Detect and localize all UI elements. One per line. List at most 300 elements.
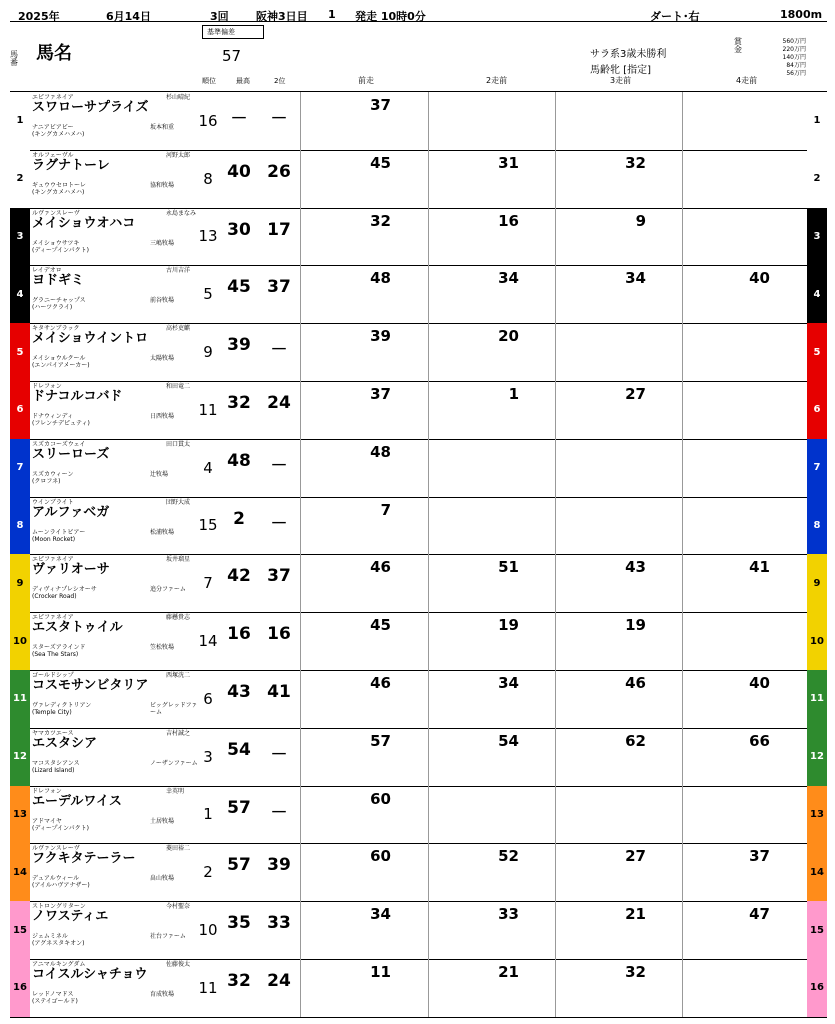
past-race-score: 60 xyxy=(370,847,391,866)
past-race-score: 27 xyxy=(625,847,646,866)
horse-info xyxy=(32,265,200,323)
header-second: 2位 xyxy=(274,77,286,85)
dam-name: ギュウウセロトーレ xyxy=(32,181,86,189)
umaban-left: 13 xyxy=(10,786,30,844)
past-race-2 xyxy=(428,497,557,555)
dam-sire-name: (アイルハヴアナザー) xyxy=(32,882,90,890)
past-race-3 xyxy=(555,208,684,266)
second-score: 17 xyxy=(267,219,291,240)
past-race-score: 40 xyxy=(749,674,770,692)
standard-box xyxy=(202,25,264,39)
past-race-score: 34 xyxy=(625,269,646,288)
sire-name: ゴールドシップ xyxy=(32,672,74,679)
dam-name: メイショウルクール xyxy=(32,355,86,363)
horse-name: スリーローズ xyxy=(32,446,110,462)
best-score: 32 xyxy=(227,393,251,413)
past-race-score: 37 xyxy=(370,385,391,403)
prize-list xyxy=(749,38,806,78)
best-score: 43 xyxy=(227,682,251,702)
second-score: － xyxy=(270,513,288,534)
umaban-right: 6 xyxy=(807,381,827,439)
past-race-score: 9 xyxy=(635,211,646,230)
rank-value: 10 xyxy=(198,921,218,940)
past-race-4 xyxy=(682,265,808,323)
rank-value: 15 xyxy=(198,516,218,535)
past-race-score: 21 xyxy=(498,963,519,981)
past-race-1 xyxy=(300,670,429,728)
past-race-score: 32 xyxy=(370,211,391,230)
jockey-name: 永島まなみ xyxy=(166,209,197,217)
horse-row xyxy=(10,901,827,960)
umaban-right: 13 xyxy=(807,786,827,844)
second-score: 33 xyxy=(267,913,291,934)
horse-info xyxy=(32,497,200,555)
horse-row xyxy=(10,265,827,324)
prize-label: 賞金 xyxy=(734,37,742,54)
umaban-right: 8 xyxy=(807,497,827,555)
horse-row xyxy=(10,497,827,556)
past-race-3 xyxy=(555,786,684,844)
horse-name: コスモサンビタリア xyxy=(32,678,149,693)
past-race-1 xyxy=(300,497,429,555)
past-race-4 xyxy=(682,554,808,612)
past-race-score: 48 xyxy=(370,269,391,288)
dam-name: ディヴィナプレシオーサ xyxy=(32,586,97,594)
past-race-score: 46 xyxy=(625,674,646,692)
header-past-4: 4走前 xyxy=(736,76,758,85)
past-race-score: 54 xyxy=(498,731,519,750)
horse-row xyxy=(10,670,827,729)
horse-info xyxy=(32,612,200,670)
past-race-score: 51 xyxy=(498,558,519,577)
past-race-2 xyxy=(428,959,557,1017)
horse-info xyxy=(32,208,200,266)
breeder-name: 坂本和重 xyxy=(150,124,175,131)
rank-value: 16 xyxy=(198,111,218,130)
prize-2: 220万円 xyxy=(782,46,806,53)
horse-info xyxy=(32,901,200,959)
prize-3: 140万円 xyxy=(782,54,806,61)
dam-name: レッドノマドス xyxy=(32,991,74,998)
past-race-4 xyxy=(682,150,808,208)
breeder-name: ビッグレッドファーム xyxy=(150,702,198,716)
race-kai: 3回 xyxy=(210,10,229,23)
umaban-left: 16 xyxy=(10,959,30,1017)
past-race-score: 37 xyxy=(370,96,391,114)
dam-sire-name: (エンパイアメーカー) xyxy=(32,362,90,370)
race-distance: 1800m xyxy=(780,8,823,21)
umaban-left: 6 xyxy=(10,381,30,439)
second-score: － xyxy=(270,744,288,765)
horse-info xyxy=(32,150,200,208)
sire-name: ドレフォン xyxy=(32,383,62,390)
prize-1: 560万円 xyxy=(782,38,806,45)
past-race-3 xyxy=(555,265,684,323)
jockey-name: 藤懸貴志 xyxy=(166,614,191,622)
umaban-left: 10 xyxy=(10,612,30,670)
umaban-left: 11 xyxy=(10,670,30,728)
rank-value: 4 xyxy=(203,458,213,477)
past-race-2 xyxy=(428,150,557,208)
past-race-4 xyxy=(682,670,808,728)
sire-name: エピファネイア xyxy=(32,556,74,564)
header-best: 最高 xyxy=(236,77,250,85)
rank-value: 6 xyxy=(203,689,213,708)
jockey-name: 吉村誠之 xyxy=(166,729,191,737)
past-race-score: 32 xyxy=(625,153,646,172)
rank-value: 13 xyxy=(198,227,218,246)
umaban-left: 9 xyxy=(10,554,30,612)
sire-name: エピファネイア xyxy=(32,94,74,101)
dam-sire-name: (ディープインパクト) xyxy=(32,824,89,832)
best-score: 45 xyxy=(227,277,251,298)
past-race-3 xyxy=(555,554,684,612)
past-race-1 xyxy=(300,381,429,439)
horse-name: ラグナトーレ xyxy=(32,157,110,173)
past-race-1 xyxy=(300,439,429,497)
horse-row xyxy=(10,786,827,845)
dam-name: グラニーチャップス xyxy=(32,297,86,305)
umaban-right: 12 xyxy=(807,728,827,786)
past-race-score: 45 xyxy=(370,616,391,635)
second-score: － xyxy=(270,340,288,361)
umaban-right: 15 xyxy=(807,901,827,959)
horse-row xyxy=(10,381,827,440)
horse-name: ドナコルコバド xyxy=(32,389,123,404)
past-race-score: 7 xyxy=(380,500,391,519)
dam-name: ヴァレディクトリアン xyxy=(32,702,92,709)
second-score: － xyxy=(270,802,288,823)
dam-sire-name: (アグネスタキオン) xyxy=(32,940,85,948)
dam-sire-name: (フレンチデピュティ) xyxy=(32,420,90,427)
horse-name: アルファベガ xyxy=(32,504,110,520)
sire-name: ルヴァンスレーヴ xyxy=(32,845,80,853)
horse-row xyxy=(10,150,827,209)
race-date: 6月14日 xyxy=(106,10,151,23)
umaban-left: 12 xyxy=(10,728,30,786)
horse-row xyxy=(10,439,827,498)
breeder-name: 畠山牧場 xyxy=(150,875,175,883)
breeder-name: 笠松牧場 xyxy=(150,644,175,652)
umaban-right: 14 xyxy=(807,843,827,901)
past-race-score: 32 xyxy=(625,963,646,981)
second-score: 39 xyxy=(267,855,291,876)
sire-name: レイデオロ xyxy=(32,267,62,275)
second-score: 37 xyxy=(267,277,291,298)
past-race-3 xyxy=(555,439,684,497)
jockey-name: 田口貫太 xyxy=(166,440,191,448)
header-past-3: 3走前 xyxy=(610,76,632,85)
header-umaban: 馬番 xyxy=(10,50,18,67)
past-race-score: 11 xyxy=(370,963,391,981)
past-race-2 xyxy=(428,265,557,323)
breeder-name: 土居牧場 xyxy=(150,817,175,825)
horse-info xyxy=(32,728,200,786)
sire-name: オルフェーヴル xyxy=(32,151,74,159)
second-score: 41 xyxy=(267,682,291,702)
horse-row xyxy=(10,323,827,382)
umaban-right: 16 xyxy=(807,959,827,1017)
dam-sire-name: (Lizard Island) xyxy=(32,766,75,774)
rank-value: 7 xyxy=(203,574,213,593)
horse-row xyxy=(10,843,827,902)
second-score: 24 xyxy=(267,971,291,991)
past-race-4 xyxy=(682,323,808,381)
best-score: 39 xyxy=(227,335,251,356)
race-condition-class: サラ系3歳未勝利 xyxy=(590,49,667,60)
horse-name: ヨドギミ xyxy=(32,273,85,289)
horse-name: エーデルワイス xyxy=(32,793,122,809)
past-race-2 xyxy=(428,901,557,959)
table-header xyxy=(10,23,827,92)
race-condition-weight: 馬齢牝 [指定] xyxy=(590,65,651,76)
dam-name: マコスタシアンス xyxy=(32,759,80,767)
dam-sire-name: (ディープインパクト) xyxy=(32,246,89,254)
dam-name: スズカウィーン xyxy=(32,470,74,478)
past-race-1 xyxy=(300,554,429,612)
past-race-score: 21 xyxy=(625,905,646,924)
past-race-3 xyxy=(555,150,684,208)
jockey-name: 今村聖奈 xyxy=(166,903,191,911)
dam-name: ムーンライトビアー xyxy=(32,528,86,536)
past-race-3 xyxy=(555,670,684,728)
rank-value: 8 xyxy=(203,169,213,188)
best-score: 16 xyxy=(227,624,251,645)
past-race-score: 19 xyxy=(625,616,646,635)
best-score: 54 xyxy=(227,739,251,760)
past-race-1 xyxy=(300,265,429,323)
horse-info xyxy=(32,786,200,844)
past-race-score: 16 xyxy=(498,211,519,230)
dam-name: デュアルウィール xyxy=(32,875,80,883)
past-race-score: 19 xyxy=(498,616,519,635)
past-race-score: 20 xyxy=(498,327,519,346)
past-race-2 xyxy=(428,612,557,670)
jockey-name: 幸英明 xyxy=(166,787,185,795)
past-race-4 xyxy=(682,959,808,1017)
breeder-name: 社台ファーム xyxy=(150,933,186,941)
past-race-4 xyxy=(682,786,808,844)
past-race-1 xyxy=(300,92,429,150)
horse-name: エスタシア xyxy=(32,735,98,751)
horse-info xyxy=(32,670,200,728)
past-race-2 xyxy=(428,439,557,497)
past-race-3 xyxy=(555,381,684,439)
breeder-name: 太陽牧場 xyxy=(150,355,175,363)
horse-name: コイスルシャチョウ xyxy=(32,967,148,982)
past-race-score: 45 xyxy=(370,153,391,172)
past-race-score: 34 xyxy=(498,674,519,692)
past-race-1 xyxy=(300,323,429,381)
sire-name: ウインブライト xyxy=(32,498,74,506)
past-race-3 xyxy=(555,612,684,670)
best-score: 40 xyxy=(227,161,251,182)
dam-sire-name: (ハーツクライ) xyxy=(32,304,73,312)
past-race-4 xyxy=(682,381,808,439)
past-race-2 xyxy=(428,670,557,728)
prize-4: 84万円 xyxy=(786,62,806,69)
horse-info xyxy=(32,843,200,901)
umaban-right: 9 xyxy=(807,554,827,612)
past-race-score: 48 xyxy=(370,442,391,461)
past-race-1 xyxy=(300,728,429,786)
second-score: 37 xyxy=(267,566,291,587)
umaban-right: 7 xyxy=(807,439,827,497)
umaban-right: 10 xyxy=(807,612,827,670)
past-race-score: 57 xyxy=(370,731,391,750)
past-race-1 xyxy=(300,901,429,959)
past-race-4 xyxy=(682,497,808,555)
umaban-right: 3 xyxy=(807,208,827,266)
best-score: 57 xyxy=(227,797,251,818)
sire-name: ドレフォン xyxy=(32,787,62,795)
rank-value: 11 xyxy=(198,400,218,419)
best-score: － xyxy=(230,109,248,129)
past-race-4 xyxy=(682,439,808,497)
header-past-1: 前走 xyxy=(358,76,374,85)
rank-value: 11 xyxy=(198,978,218,997)
horse-row xyxy=(10,92,827,151)
umaban-right: 5 xyxy=(807,323,827,381)
past-race-score: 34 xyxy=(370,905,391,924)
second-score: － xyxy=(270,455,288,476)
past-race-3 xyxy=(555,92,684,150)
race-year: 2025年 xyxy=(18,10,60,23)
best-score: 35 xyxy=(227,913,251,934)
past-race-score: 43 xyxy=(625,558,646,577)
past-race-2 xyxy=(428,323,557,381)
horse-info xyxy=(32,959,200,1017)
breeder-name: 三嶋牧場 xyxy=(150,239,175,247)
horse-name: フクキタテーラー xyxy=(32,851,136,867)
horse-info xyxy=(32,381,200,439)
sire-name: エピファネイア xyxy=(32,614,74,622)
horse-name: ノワスティエ xyxy=(32,909,109,925)
horse-name: メイショウイントロ xyxy=(32,331,149,347)
race-sheet xyxy=(10,8,827,1018)
horse-name: エスタトゥイル xyxy=(32,620,123,636)
past-race-2 xyxy=(428,728,557,786)
dam-sire-name: (キングカメハメハ) xyxy=(32,131,85,138)
past-race-3 xyxy=(555,843,684,901)
past-race-3 xyxy=(555,901,684,959)
past-race-score: 40 xyxy=(749,269,770,288)
rank-value: 2 xyxy=(203,863,213,882)
past-race-1 xyxy=(300,612,429,670)
sire-name: スズカコーズウェイ xyxy=(32,440,86,448)
breeder-name: 前谷牧場 xyxy=(150,297,175,305)
past-race-score: 66 xyxy=(749,731,770,750)
umaban-left: 2 xyxy=(10,150,30,208)
past-race-score: 39 xyxy=(370,327,391,346)
second-score: － xyxy=(270,109,288,129)
sire-name: アニマルキングダム xyxy=(32,961,86,968)
past-race-score: 46 xyxy=(370,558,391,577)
past-race-1 xyxy=(300,959,429,1017)
standard-label: 基準偏差 xyxy=(207,28,235,36)
sire-name: キタサンブラック xyxy=(32,325,80,333)
past-race-2 xyxy=(428,381,557,439)
header-horse-name: 馬名 xyxy=(36,43,72,64)
past-race-score: 62 xyxy=(625,731,646,750)
header-rank: 順位 xyxy=(202,77,216,85)
breeder-name: 育成牧場 xyxy=(150,991,175,998)
dam-sire-name: (Sea The Stars) xyxy=(32,651,79,659)
rank-value: 14 xyxy=(198,632,218,651)
dam-sire-name: (Temple City) xyxy=(32,709,72,716)
past-race-2 xyxy=(428,208,557,266)
jockey-name: 坂井瑠星 xyxy=(166,556,191,564)
past-race-1 xyxy=(300,843,429,901)
standard-value: 57 xyxy=(222,47,242,65)
jockey-name: 河野太郎 xyxy=(166,151,191,159)
past-race-4 xyxy=(682,843,808,901)
dam-sire-name: (キングカメハメハ) xyxy=(32,188,85,196)
breeder-name: 協和牧場 xyxy=(150,181,175,189)
past-race-score: 34 xyxy=(498,269,519,288)
rank-value: 5 xyxy=(203,285,213,304)
past-race-score: 37 xyxy=(749,847,770,866)
header-past-2: 2走前 xyxy=(486,76,508,85)
horse-info xyxy=(32,554,200,612)
umaban-left: 3 xyxy=(10,208,30,266)
best-score: 57 xyxy=(227,855,251,876)
breeder-name: 辻牧場 xyxy=(150,470,169,478)
dam-sire-name: (クロフネ) xyxy=(32,477,61,485)
jockey-name: 菱田裕二 xyxy=(166,845,191,853)
breeder-name: 日西牧場 xyxy=(150,413,175,420)
race-track: ダート･右 xyxy=(650,10,700,23)
umaban-right: 11 xyxy=(807,670,827,728)
best-score: 42 xyxy=(227,566,251,587)
past-race-1 xyxy=(300,208,429,266)
dam-name: アドマイヤ xyxy=(32,817,62,825)
best-score: 32 xyxy=(227,971,251,991)
second-score: 26 xyxy=(267,161,291,182)
rank-value: 9 xyxy=(203,343,213,362)
umaban-left: 1 xyxy=(10,92,30,150)
past-race-2 xyxy=(428,554,557,612)
horse-row xyxy=(10,959,827,1018)
past-race-2 xyxy=(428,786,557,844)
dam-sire-name: (Moon Rocket) xyxy=(32,535,76,543)
past-race-score: 52 xyxy=(498,847,519,866)
past-race-score: 46 xyxy=(370,674,391,692)
jockey-name: 古川吉洋 xyxy=(166,267,191,275)
past-race-score: 41 xyxy=(749,558,770,577)
umaban-right: 1 xyxy=(807,92,827,150)
jockey-name: 杉山晴紀 xyxy=(166,94,191,101)
horse-row xyxy=(10,728,827,787)
horse-name: メイショウオハコ xyxy=(32,215,136,231)
past-race-score: 60 xyxy=(370,789,391,808)
best-score: 48 xyxy=(227,450,251,471)
jockey-name: 和田竜二 xyxy=(166,383,191,390)
past-race-score: 47 xyxy=(749,905,770,924)
horse-row xyxy=(10,208,827,267)
past-race-1 xyxy=(300,150,429,208)
sire-name: ヤマカツエース xyxy=(32,729,74,737)
past-race-3 xyxy=(555,497,684,555)
second-score: 24 xyxy=(267,393,291,413)
sire-name: ストロングリターン xyxy=(32,903,86,911)
jockey-name: 高杉吏麒 xyxy=(166,325,191,333)
race-info-bar xyxy=(10,8,827,22)
past-race-2 xyxy=(428,92,557,150)
umaban-right: 4 xyxy=(807,265,827,323)
past-race-1 xyxy=(300,786,429,844)
past-race-4 xyxy=(682,612,808,670)
